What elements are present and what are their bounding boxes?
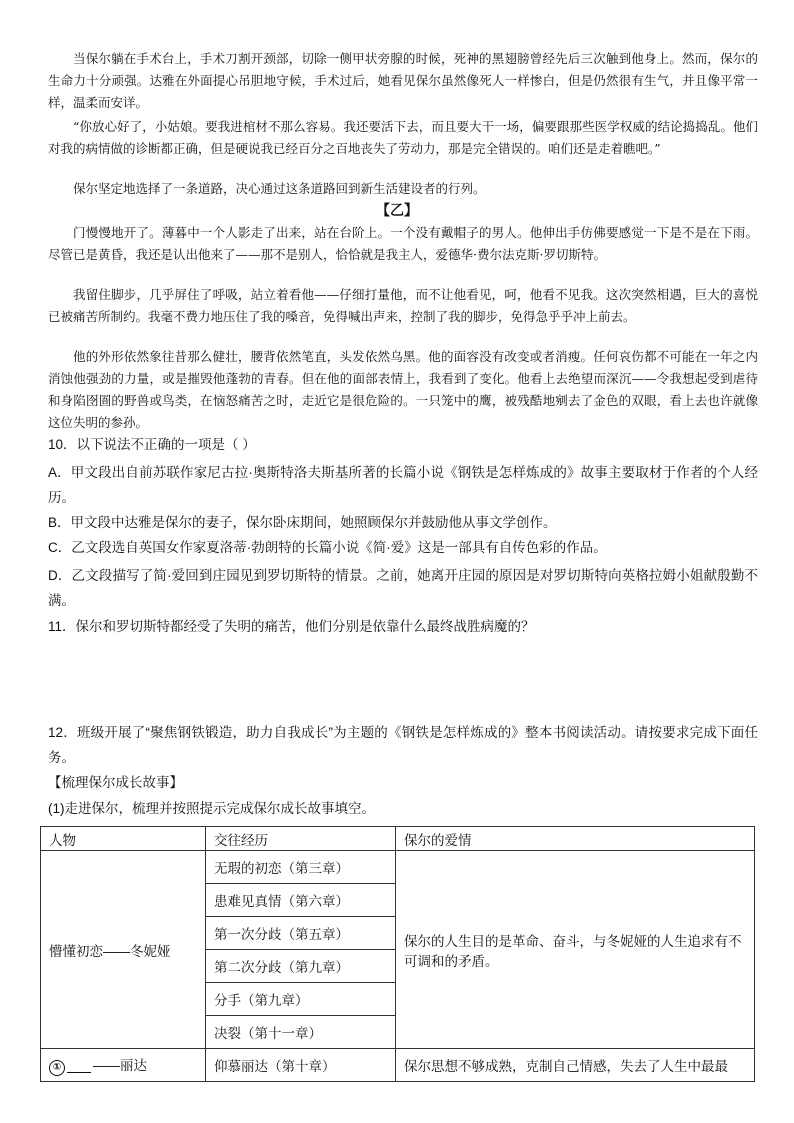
person-rita-label: ——丽达 (93, 1058, 147, 1073)
person-tonya: 懵懂初恋——冬妮娅 (41, 851, 206, 1049)
q10-option-c: C．乙文段选自英国女作家夏洛蒂·勃朗特的长篇小说《简·爱》这是一部具有自传色彩的作品。 (48, 540, 607, 555)
passage-jia-para3: 保尔坚定地选择了一条道路，决心通过这条道路回到新生活建设者的行列。 (73, 181, 486, 196)
passage-jia-para1: 当保尔躺在手术台上，手术刀割开颈部，切除一侧甲状旁腺的时候，死神的黑翅膀曾经先后三次触到他身上。然而，保尔的生命力十分顽强。达雅在外面提心吊胆地守候，手术过后，她看见保尔虽然像死人一样惨白，但是仍然很有生气，并且像平常一样，温柔而安详。 (48, 51, 758, 110)
q10-option-d: D．乙文段描写了简·爱回到庄园见到罗切斯特的情景。之前，她离开庄园的原因是对罗切斯特向英格拉姆小姐献殷勤不满。 (48, 568, 758, 608)
table-row (41, 851, 755, 884)
passage-yi-para1: 门慢慢地开了。薄暮中一个人影走了出来，站在台阶上。一个没有戴帽子的男人。他伸出手仿佛要感觉一下是不是在下雨。尽管已是黄昏，我还是认出他来了——那不是别人，恰恰就是我主人，爱德华·费尔法克斯·罗切斯特。 (48, 225, 758, 262)
passage-jia-para2: “你放心好了，小姑娘。要我进棺材不那么容易。我还要活下去，而且要大干一场，偏要跟那些医学权威的结论捣捣乱。他们对我的病情做的诊断都正确，但是硬说我已经百分之百地丧失了劳动力，那是完全错误的。咱们还是走着瞧吧。” (48, 119, 758, 156)
q12-section-title: 【梳理保尔成长故事】 (48, 775, 183, 790)
q10-stem: 10．以下说法不正确的一项是（ ） (48, 437, 256, 452)
growth-story-table (40, 826, 755, 1082)
passage-yi-para3: 他的外形依然象往昔那么健壮，腰背依然笔直，头发依然乌黑。他的面容没有改变或者消瘦。任何哀伤都不可能在一年之内消蚀他强劲的力量，或是摧毁他蓬勃的青春。但在他的面部表情上，我看到了变化。他看上去绝望而深沉——令我想起受到虐待和身陷囹圄的野兽或鸟类，在恼怒痛苦之时，走近它是很危险的。一只笼中的鹰，被残酷地剜去了金色的双眼，看上去也许就像这位失明的参孙。 (48, 349, 758, 430)
q12-sub1: (1)走进保尔，梳理并按照提示完成保尔成长故事填空。 (48, 801, 375, 816)
love-rita: 保尔思想不够成熟，克制自己情感，失去了人生中最最 (396, 1049, 755, 1082)
header-person: 人物 (41, 827, 206, 851)
experience-cell: 第二次分歧（第九章） (206, 950, 396, 983)
q12-stem: 12．班级开展了“聚焦钢铁锻造，助力自我成长”为主题的《钢铁是怎样炼成的》整本书阅读活动。请按要求完成下面任务。 (48, 725, 758, 765)
passage-yi-heading: 【乙】 (376, 203, 418, 219)
answer-blank[interactable] (67, 1060, 91, 1073)
q10-option-b: B．甲文段中达雅是保尔的妻子，保尔卧床期间，她照顾保尔并鼓励他从事文学创作。 (48, 515, 557, 530)
header-experience: 交往经历 (206, 827, 396, 851)
experience-cell: 分手（第九章） (206, 983, 396, 1016)
experience-cell: 决裂（第十一章） (206, 1016, 396, 1049)
table-header-row (41, 827, 755, 851)
q11-stem: 11．保尔和罗切斯特都经受了失明的痛苦，他们分别是依靠什么最终战胜病魔的？ (48, 619, 535, 634)
answer-marker: ① (49, 1060, 65, 1076)
experience-cell: 患难见真情（第六章） (206, 884, 396, 917)
header-love: 保尔的爱情 (396, 827, 755, 851)
love-tonya: 保尔的人生目的是革命、奋斗，与冬妮娅的人生追求有不可调和的矛盾。 (396, 851, 755, 1049)
experience-cell: 仰慕丽达（第十章） (206, 1049, 396, 1082)
q10-option-a: A．甲文段出自前苏联作家尼古拉·奥斯特洛夫斯基所著的长篇小说《钢铁是怎样炼成的》故事主要取材于作者的个人经历。 (48, 465, 758, 505)
experience-cell: 无瑕的初恋（第三章） (206, 851, 396, 884)
passage-yi-para2: 我留住脚步，几乎屏住了呼吸，站立着看他——仔细打量他，而不让他看见，呵，他看不见我。这次突然相遇，巨大的喜悦已被痛苦所制约。我毫不费力地压住了我的嗓音，免得喊出声来，控制了我的脚步，免得急乎乎冲上前去。 (48, 287, 758, 324)
table-row (41, 1049, 755, 1082)
experience-cell: 第一次分歧（第五章） (206, 917, 396, 950)
person-rita (41, 1049, 206, 1082)
